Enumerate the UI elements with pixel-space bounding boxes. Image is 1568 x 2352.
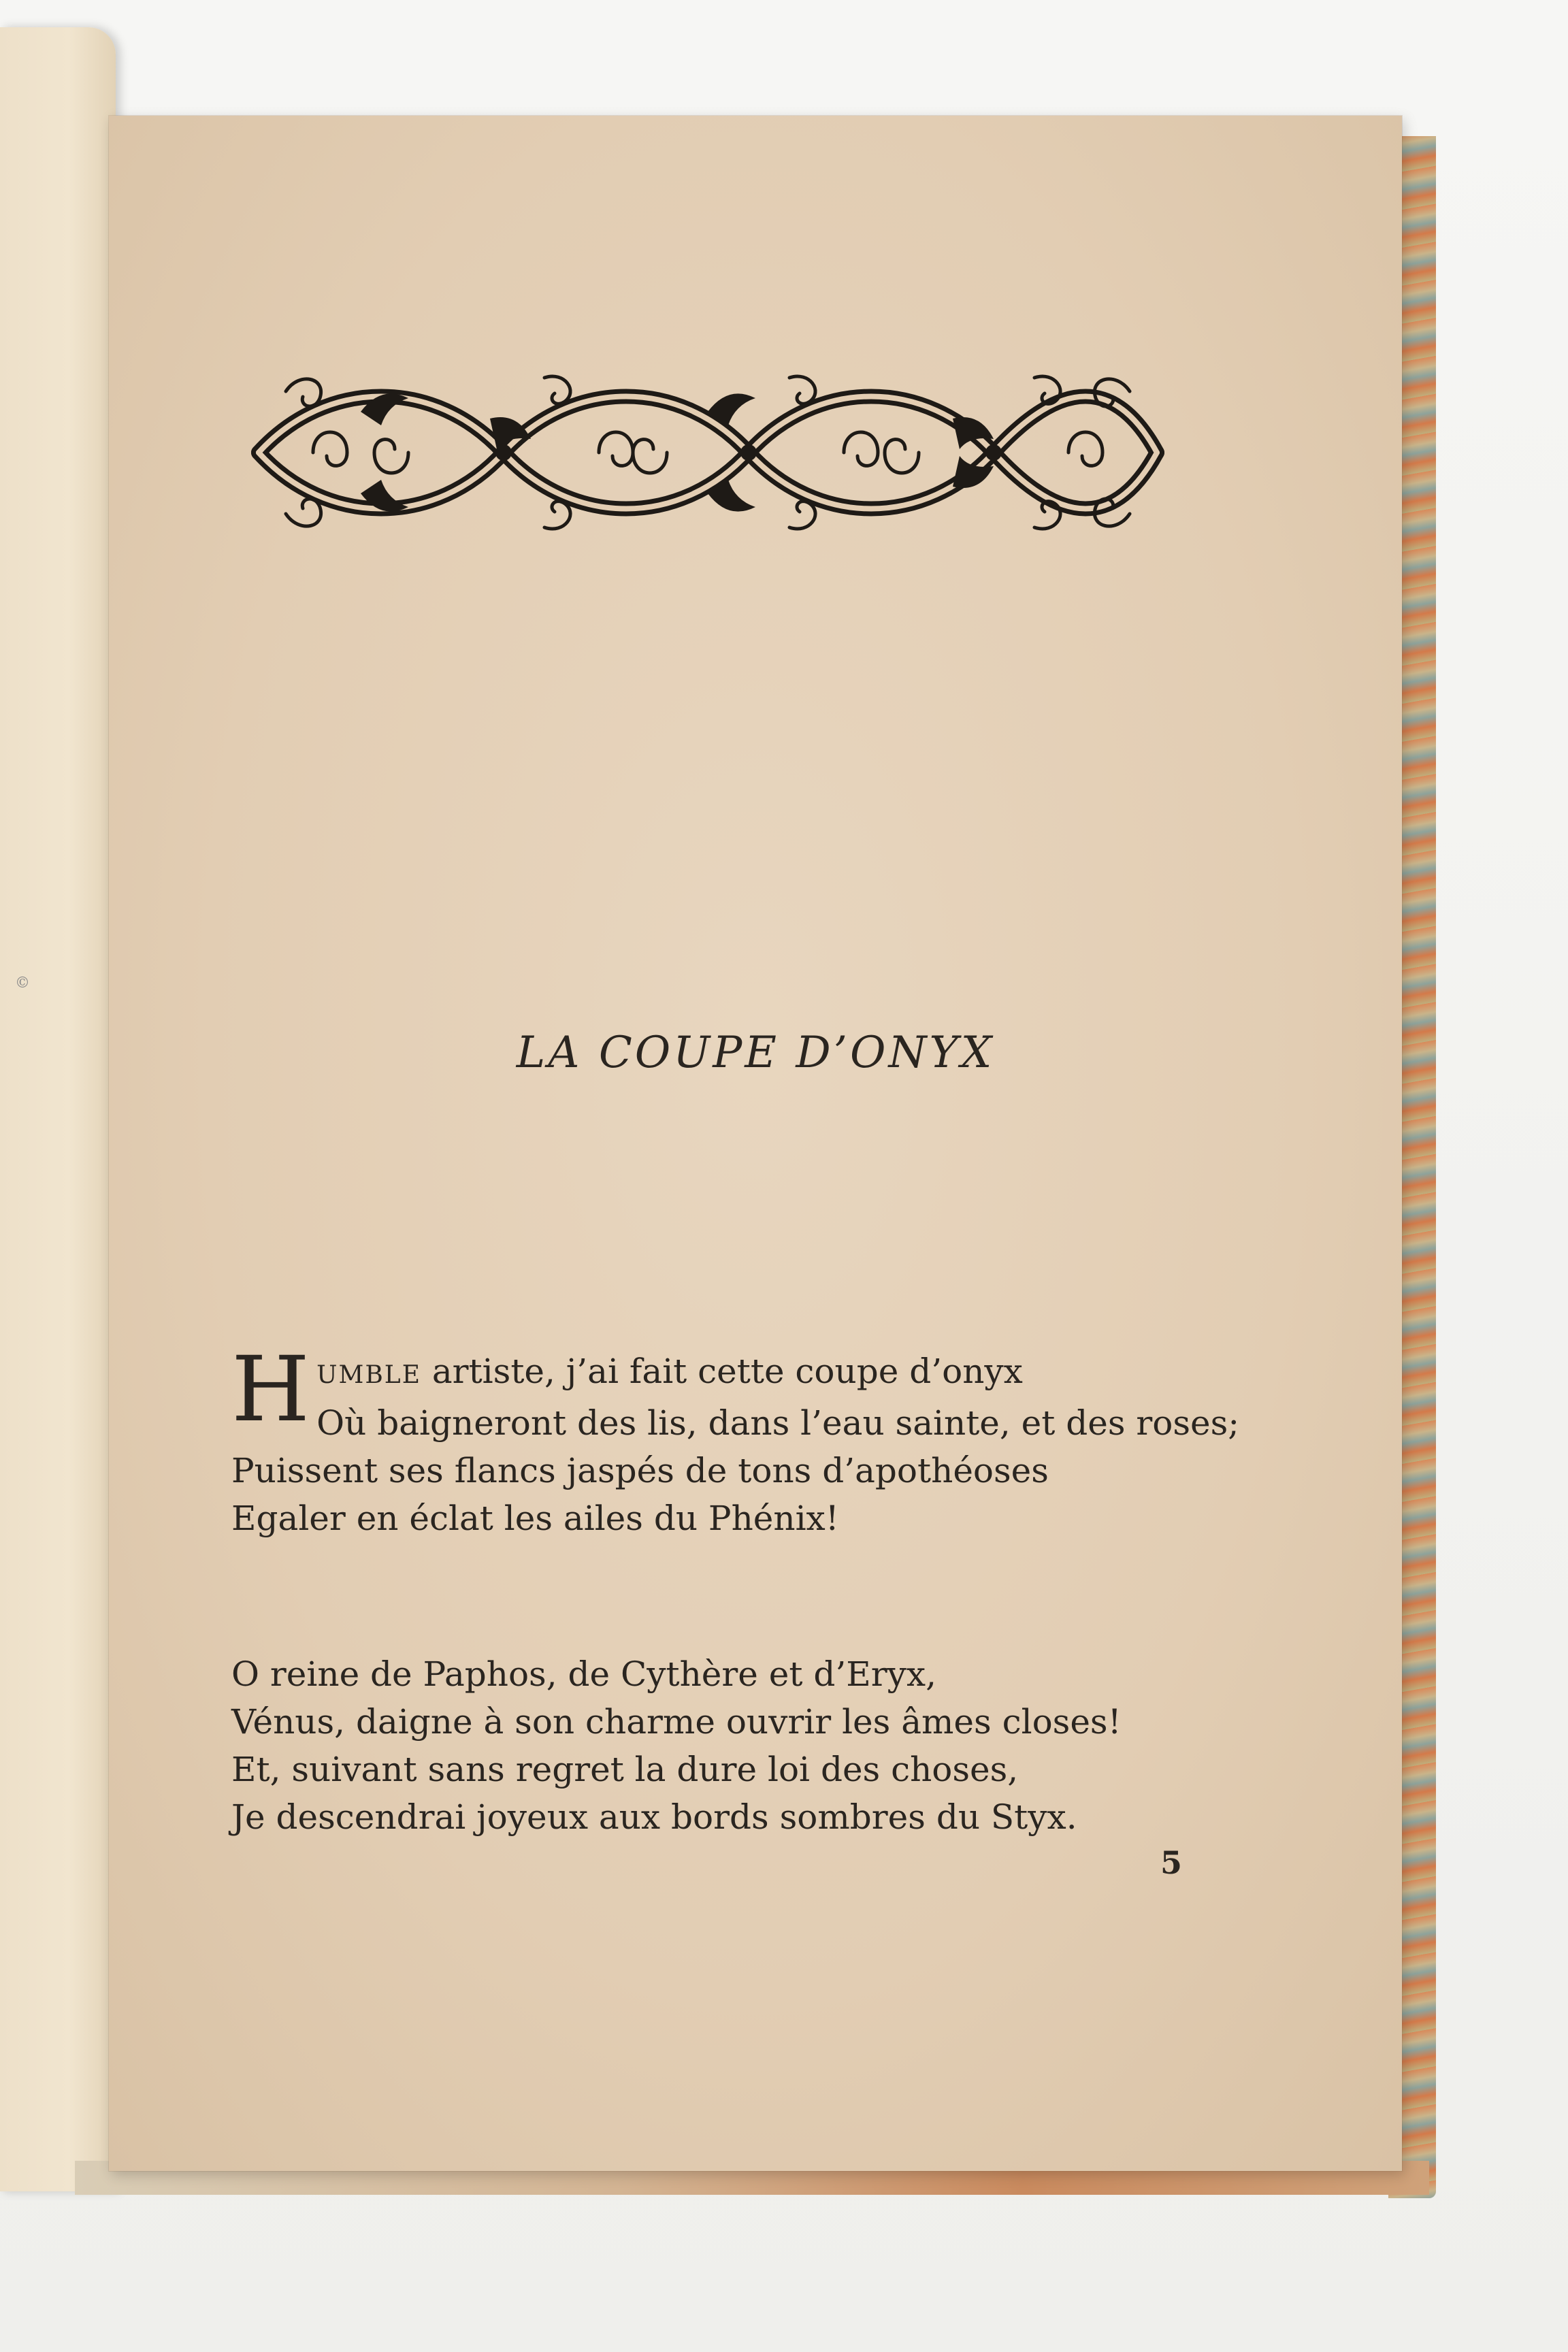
drop-cap: H — [231, 1337, 310, 1442]
verse-line: Egaler en éclat les ailes du Phénix! — [231, 1499, 839, 1538]
book-page — [109, 116, 1402, 2171]
verse-line: Je descendrai joyeux aux bords sombres du Styx. — [231, 1797, 1077, 1837]
verse-smallcaps: UMBLE — [316, 1361, 421, 1389]
page-number: 5 — [1160, 1844, 1183, 1881]
verse-line: Et, suivant sans regret la dure loi des choses, — [231, 1750, 1019, 1789]
left-page-mark: © — [15, 975, 30, 992]
stanza-two — [231, 1650, 1293, 1841]
verse-line: Puissent ses flancs jaspés de tons d’apothéoses — [231, 1451, 1049, 1490]
stanza-one — [231, 1337, 1293, 1542]
floral-scroll-headpiece-icon — [231, 350, 1184, 555]
left-page-edge — [0, 27, 116, 2191]
poem-title: LA COUPE D’ONYX — [516, 1028, 995, 1078]
verse-line: Où baigneront des lis, dans l’eau sainte, et des roses; — [316, 1403, 1240, 1443]
verse-line-rest: artiste, j’ai fait cette coupe d’onyx — [421, 1352, 1023, 1391]
verse-line — [231, 1348, 1293, 1399]
verse-line: O reine de Paphos, de Cythère et d’Eryx, — [231, 1654, 936, 1694]
verse-line: Vénus, daigne à son charme ouvrir les âmes closes! — [231, 1702, 1122, 1742]
